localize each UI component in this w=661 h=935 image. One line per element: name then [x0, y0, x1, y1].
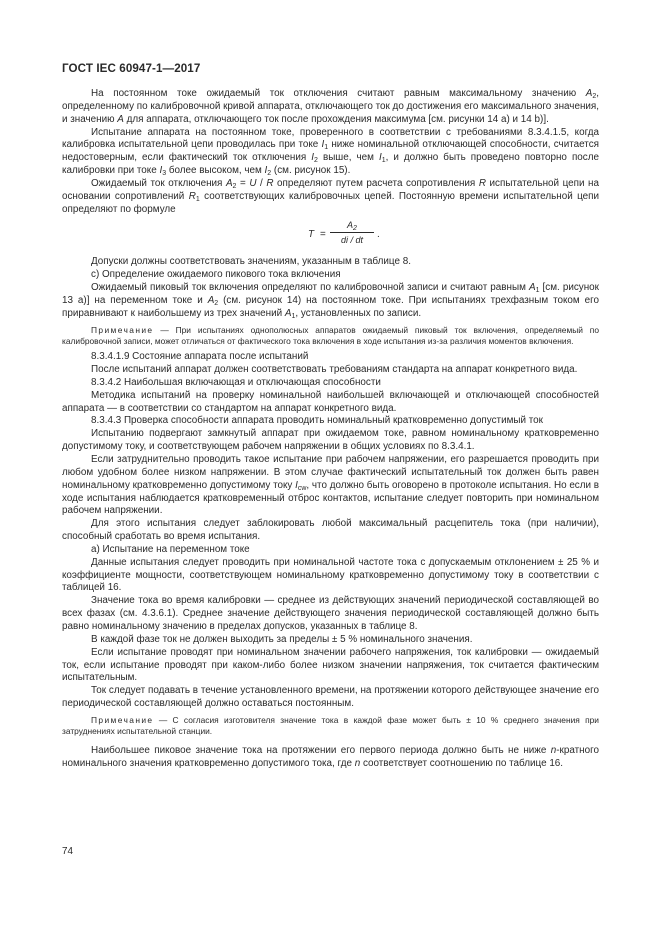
section-8-3-4-2: 8.3.4.2 Наибольшая включающая и отключающая способности	[91, 376, 381, 388]
paragraph-lower-voltage-test: Если затруднительно проводить такое испытание при рабочем напряжении, его разрешается проводить при любом удобном более низком напряжении. В этом случае фактический испытательный ток должен быть равен номинальному кратковременно допустимому току $I_{cw}$, что должно быть оговорено в протоколе испытания. Но если в ходе испытания наблюдается кратковременный отброс контактов, испытание следует повторить при номинальном рабочем напряжении.	[62, 454, 600, 517]
formula-fraction	[330, 219, 374, 246]
paragraph-current-duration: Ток следует подавать в течение установленного времени, на протяжении которого действующее значение его периодической составляющей должно оставаться постоянным.	[62, 685, 599, 710]
section-8-3-4-1-9: 8.3.4.1.9 Состояние аппарата после испытаний	[91, 351, 309, 363]
formula-denominator: di / dt	[340, 235, 363, 246]
fraction-bar	[330, 232, 374, 233]
document-body	[62, 88, 599, 771]
page-header: ГОСТ IEC 60947-1—2017	[62, 62, 201, 75]
note-manufacturer-consent: Примечание — С согласия изготовителя значение тока в каждой фазе может быть ± 10 % среднего значения при затруднениях испытательной станции.	[62, 714, 599, 737]
paragraph-ac-frequency: Данные испытания следует проводить при номинальной частоте тока с допускаемым отклонением ± 25 % и коэффициенте мощности, соответствующем номинальному кратковременно допустимому току в соответствии с таблицей 16.	[62, 556, 599, 594]
paragraph-peak-value: Наибольшее пиковое значение тока на протяжении его первого периода должно быть не ниже n-кратного номинального значения кратковременно допустимого тока, где n соответствует соотношению по таблице 16.	[62, 745, 599, 770]
paragraph-calibration-current: Если испытание проводят при номинальном значении рабочего напряжения, ток калибровки — ожидаемый ток, если испытание проводят при каком-либо более низком значении напряжения, ток считается фактическим испытательным.	[62, 646, 599, 684]
paragraph-expected-breaking-current: Ожидаемый ток отключения $A_2 = U / R$ определяют путем расчета сопротивления R испытательной цепи на основании сопротивлений $R_1$ соответствующих калибровочных цепей. Постоянную времени испытательной цепи определяют по формуле	[62, 177, 600, 215]
paragraph-calibration-value: Значение тока во время калибровки — среднее из действующих значений периодической составляющей во всех фазах (см. 4.3.6.1). Среднее значение действующего значения периодической составляющей должно быть равно номинальному значению в пределах допусков, указанных в таблице 8.	[62, 595, 599, 632]
paragraph-after-tests: После испытаний аппарат должен соответствовать требованиям стандарта на аппарат конкретного вида.	[91, 364, 578, 376]
page-number: 74	[62, 846, 73, 857]
paragraph-peak-current-heading: с) Определение ожидаемого пикового тока включения	[91, 269, 341, 281]
paragraph-closed-device-test: Испытанию подвергают замкнутый аппарат при ожидаемом токе, равном номинальному кратковременно допустимому току, и соответствующем рабочем напряжении в общих условиях по 8.3.4.1.	[62, 428, 599, 453]
section-8-3-4-3: 8.3.4.3 Проверка способности аппарата проводить номинальный кратковременно допустимый ток	[91, 415, 543, 427]
paragraph-block-releases: Для этого испытания следует заблокировать любой максимальный расцепитель тока (при наличии), способный сработать во время испытания.	[62, 518, 599, 543]
formula-equals: =	[320, 229, 326, 241]
paragraph-phase-limit: В каждой фазе ток не должен выходить за пределы ± 5 % номинального значения.	[91, 633, 473, 645]
formula-numerator: $A_2$	[347, 220, 357, 233]
paragraph-dc-test-validity: Испытание аппарата на постоянном токе, проверенного в соответствии с требованиями 8.3.4.1.5, когда калибровка испытательной цепи проводилась при токе $I_1$ ниже номинальной отключающей способности, считается недостоверным, если фактический ток отключения $I_2$ выше, чем $I_1$, и должно быть проведено повторно после калибровки при токе $I_3$ более высоком, чем $I_2$ (см. рисунок 15).	[62, 126, 599, 178]
paragraph-ac-test-heading: а) Испытание на переменном токе	[91, 543, 250, 555]
formula-lhs: T	[308, 229, 315, 241]
formula-end: .	[377, 229, 380, 241]
paragraph-tolerances: Допуски должны соответствовать значениям, указанным в таблице 8.	[91, 256, 411, 268]
paragraph-making-breaking-method: Методика испытаний на проверку номинальной наибольшей включающей и отключающей способностей аппарата — в соответствии со стандартом на аппарат конкретного вида.	[62, 389, 599, 414]
note-single-pole: Примечание — При испытаниях однополюсных аппаратов ожидаемый пиковый ток включения, определяемый по калибровочной записи, может отличаться от фактического тока включения в ходе испытания из-за различия моментов включения.	[62, 324, 599, 346]
paragraph-peak-current: Ожидаемый пиковый ток включения определяют по калибровочной записи и считают равным $A_1$ [см. рисунок 13 a)] на переменном токе и $A_2$ (см. рисунок 14) на постоянном токе. При испытаниях трехфазным током его приравнивают к наибольшему из трех значений $A_1$, установленных по записи.	[62, 282, 599, 320]
paragraph-dc-breaking-current: На постоянном токе ожидаемый ток отключения считают равным максимальному значению $A_2$, определенному по калибровочной кривой аппарата, отключающего ток до достижения его максимального значения, и значению A для аппарата, отключающего ток после прохождения максимума [см. рисунки 14 a) и 14 b)].	[62, 88, 599, 125]
time-constant-formula	[62, 218, 599, 254]
